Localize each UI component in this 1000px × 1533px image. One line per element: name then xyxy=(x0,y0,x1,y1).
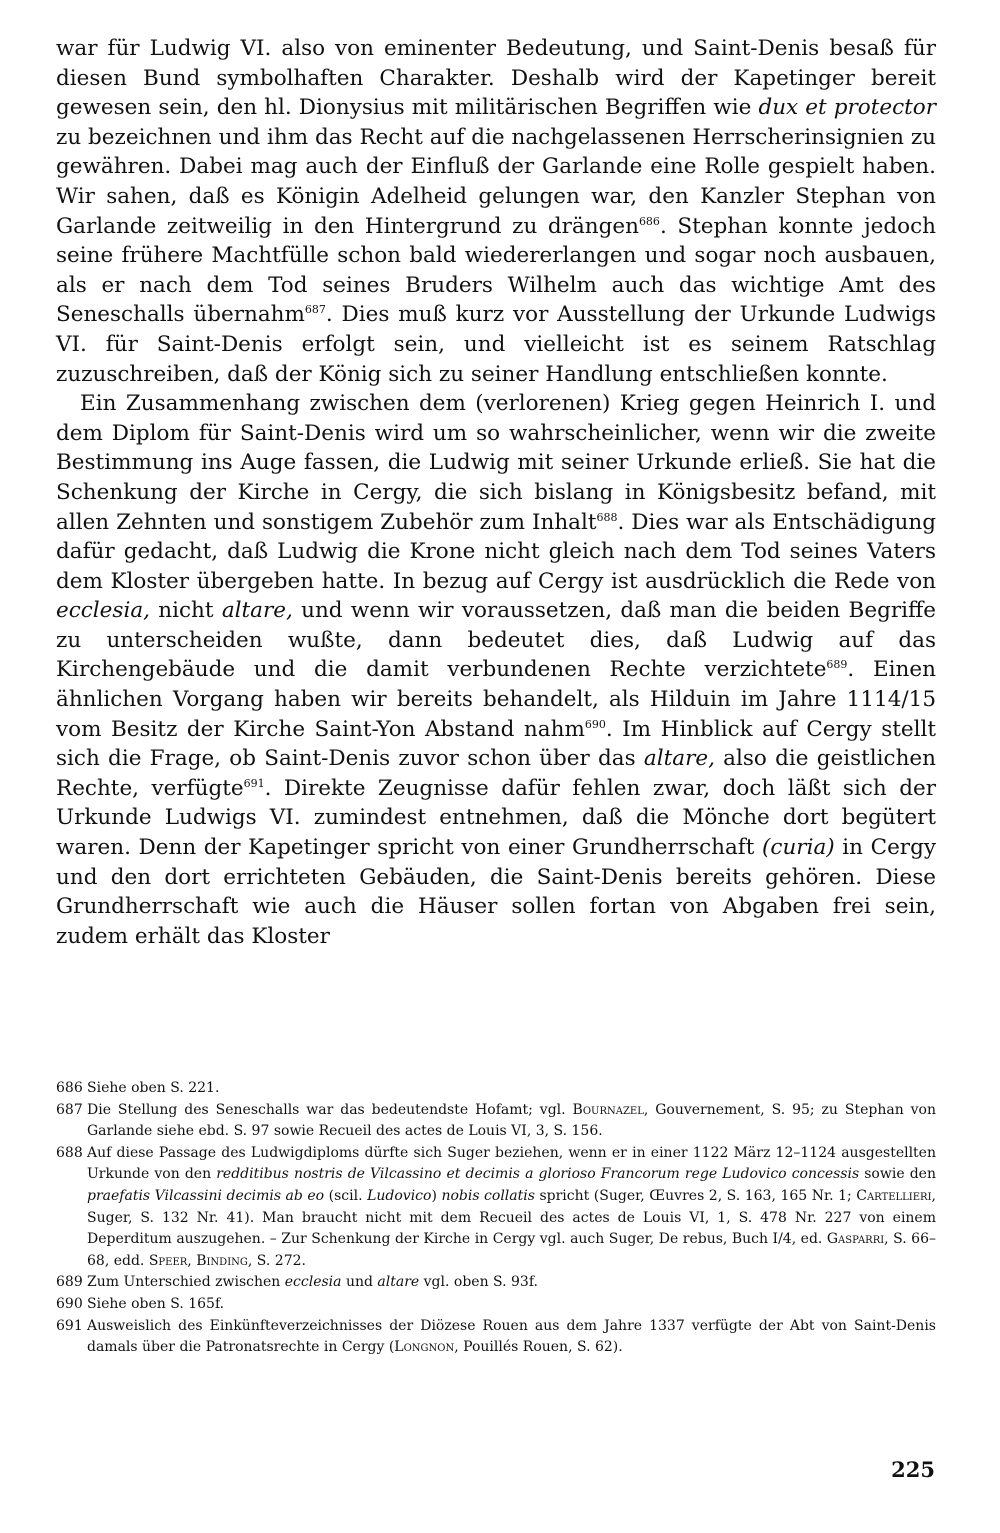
italic-text: altare, xyxy=(643,746,715,772)
text-run: Siehe oben S. 221. xyxy=(87,1080,220,1096)
footnote-reference: 689 xyxy=(826,658,848,672)
text-run: nicht xyxy=(149,598,222,624)
footnote xyxy=(56,1294,936,1316)
paragraph xyxy=(56,389,936,951)
footnote-number: 687 xyxy=(56,1101,83,1118)
text-run: Zum Unterschied zwischen xyxy=(87,1274,285,1291)
text-run: , Pouillés Rouen, S. 62). xyxy=(454,1339,623,1356)
italic-text: (curia) xyxy=(762,835,835,861)
text-run: (scil. xyxy=(324,1187,368,1204)
author-name: Longnon xyxy=(394,1339,455,1356)
italic-text: altare xyxy=(377,1274,420,1291)
text-run: Ausweislich des Einkünfteverzeichnisses der Diözese Rouen aus dem Jahre 1337 verfügte der Abt von Saint-Denis damals über die Patronatsrechte in Cergy ( xyxy=(87,1317,936,1356)
text-run: , Suger, S. 132 Nr. 41). Man braucht nicht mit dem Recueil des actes de Louis VI, 1, S. 478 Nr. 227 von einem Deperditum auszugehen. – Zur Schenkung der Kirche in Cergy vgl. auch Suger, De rebus, Buch I/4, ed. xyxy=(87,1187,936,1248)
author-name: Bournazel xyxy=(572,1101,644,1118)
footnote-number: 686 xyxy=(56,1080,83,1096)
footnote xyxy=(56,1100,936,1143)
text-run: in Cergy und den dort errichteten Gebäuden, die Saint-Denis bereits gehören. Diese Grundherrschaft wie auch die Häuser sollen fortan von Abgaben frei sein, zudem erhält das Kloster xyxy=(56,835,936,949)
italic-text: ecclesia xyxy=(284,1274,342,1291)
footnote-reference: 690 xyxy=(584,717,606,731)
page-number: 225 xyxy=(891,1457,935,1482)
footnote-text xyxy=(87,1316,936,1359)
text-run: , S. 66–68, edd. xyxy=(87,1231,936,1269)
footnote xyxy=(56,1316,936,1359)
text-run: Siehe oben S. 165f. xyxy=(87,1295,225,1312)
text-run: Auf diese Passage des Ludwigdiploms dürfte sich Suger beziehen, wenn er in einer 1122 März 12–1124 ausgestellten Urkunde von den xyxy=(87,1144,936,1183)
author-name: Binding xyxy=(196,1252,248,1269)
footnote-text xyxy=(87,1294,936,1316)
footnote-text xyxy=(87,1078,936,1100)
footnote xyxy=(56,1078,936,1100)
italic-text: ecclesia, xyxy=(56,598,150,624)
italic-text: redditibus nostris de Vilcassino et decimis a glorioso Francorum rege Ludovico concessis xyxy=(216,1166,860,1183)
footnote-number: 688 xyxy=(56,1144,83,1161)
text-run: , Gouvernement, S. 95; zu Stephan von Garlande siehe ebd. S. 97 sowie Recueil des actes de Louis VI, 3, S. 156. xyxy=(87,1101,936,1140)
author-name: Speer xyxy=(148,1252,188,1269)
italic-text: altare, xyxy=(221,598,293,624)
text-run: ) xyxy=(431,1187,442,1204)
footnotes xyxy=(56,1078,936,1359)
text-run: Ein Zusammenhang zwischen dem (verlorenen) Krieg gegen Heinrich I. und dem Diplom für Saint-Denis wird um so wahrscheinlicher, wenn wir die zweite Bestimmung ins Auge fassen, die Ludwig mit seiner Urkunde erließ. Sie hat die Schenkung der Kirche in Cergy, die sich bislang in Königsbesitz befand, mit allen Zehnten und sonstigem Zubehör zum Inhalt xyxy=(56,391,936,535)
paragraph xyxy=(56,34,936,389)
italic-text: Ludovico xyxy=(367,1187,432,1204)
footnote-text xyxy=(87,1143,936,1273)
author-name: Cartellieri xyxy=(856,1187,932,1204)
author-name: Gasparri xyxy=(826,1231,885,1248)
text-run: . Stephan konnte jedoch seine frühere Machtfülle schon bald wiedererlangen und sogar noch ausbauen, als er nach dem Tod seines Bruders Wilhelm auch das wichtige Amt des Seneschalls übernahm xyxy=(56,213,936,328)
footnote-text xyxy=(87,1272,936,1294)
footnote-reference: 687 xyxy=(304,303,326,317)
text-run: , S. 272. xyxy=(247,1252,306,1269)
text-run: Die Stellung des Seneschalls war das bedeutendste Hofamt; vgl. xyxy=(87,1101,573,1118)
footnote-reference: 686 xyxy=(638,214,660,228)
text-run: . Dies muß kurz vor Ausstellung der Urkunde Ludwigs VI. für Saint-Denis erfolgt sein, und vielleicht ist es seinem Ratschlag zuzuschreiben, daß der König sich zu seiner Handlung entschließen konnte. xyxy=(56,302,936,387)
footnote-reference: 691 xyxy=(243,776,265,790)
text-run: zu bezeichnen und ihm das Recht auf die nachgelassenen Herrscherinsignien zu gewähren. Dabei mag auch der Einfluß der Garlande eine Rolle gespielt haben. Wir sahen, daß es Königin Adelheid gelungen war, den Kanzler Stephan von Garlande zeitweilig in den Hintergrund zu drängen xyxy=(56,124,936,239)
italic-text: praefatis Vilcassini decimis ab eo xyxy=(87,1187,325,1204)
footnote-number: 691 xyxy=(56,1317,83,1334)
text-run: . Dies war als Entschädigung dafür gedacht, daß Ludwig die Krone nicht gleich nach dem Tod seines Vaters dem Kloster übergeben hatte. In bezug auf Cergy ist ausdrücklich die Rede von xyxy=(56,509,936,594)
text-run: . Einen ähnlichen Vorgang haben wir bereits behandelt, als Hilduin im Jahre 1114/15 vom Besitz der Kirche Saint-Yon Abstand nahm xyxy=(56,657,936,742)
footnote-number: 690 xyxy=(56,1295,83,1312)
italic-text: nobis collatis xyxy=(441,1187,535,1204)
text-run: also die geistlichen Rechte, verfügte xyxy=(56,746,936,801)
text-run: und xyxy=(341,1274,378,1291)
text-run: war für Ludwig VI. also von eminenter Bedeutung, und Saint-Denis besaß für diesen Bund symbolhaften Charakter. Deshalb wird der Kapetinger bereit gewesen sein, den hl. Dionysius mit militärischen Begriffen wie xyxy=(56,36,936,121)
text-run: , xyxy=(187,1252,197,1269)
body-text xyxy=(56,34,936,951)
footnote-number: 689 xyxy=(56,1274,83,1291)
italic-text: dux et protector xyxy=(758,95,936,121)
text-run: und wenn wir voraussetzen, daß man die beiden Begriffe zu unterscheiden wußte, dann bedeutet dies, daß Ludwig auf das Kirchengebäude und die damit verbundenen Rechte verzichtete xyxy=(56,598,936,683)
text-run: spricht (Suger, Œuvres 2, S. 163, 165 Nr. 1; xyxy=(534,1187,857,1204)
footnote-reference: 688 xyxy=(596,510,618,524)
footnote xyxy=(56,1143,936,1273)
text-run: . Direkte Zeugnisse dafür fehlen zwar, doch läßt sich der Urkunde Ludwigs VI. zumindest entnehmen, daß die Mönche dort begütert waren. Denn der Kapetinger spricht von einer Grundherrschaft xyxy=(56,775,936,861)
text-run: sowie den xyxy=(859,1166,936,1183)
footnote xyxy=(56,1272,936,1294)
text-run: . Im Hinblick auf Cergy stellt sich die Frage, ob Saint-Denis zuvor schon über das xyxy=(56,716,936,772)
text-run: vgl. oben S. 93f. xyxy=(419,1274,538,1291)
footnote-text xyxy=(87,1100,936,1143)
